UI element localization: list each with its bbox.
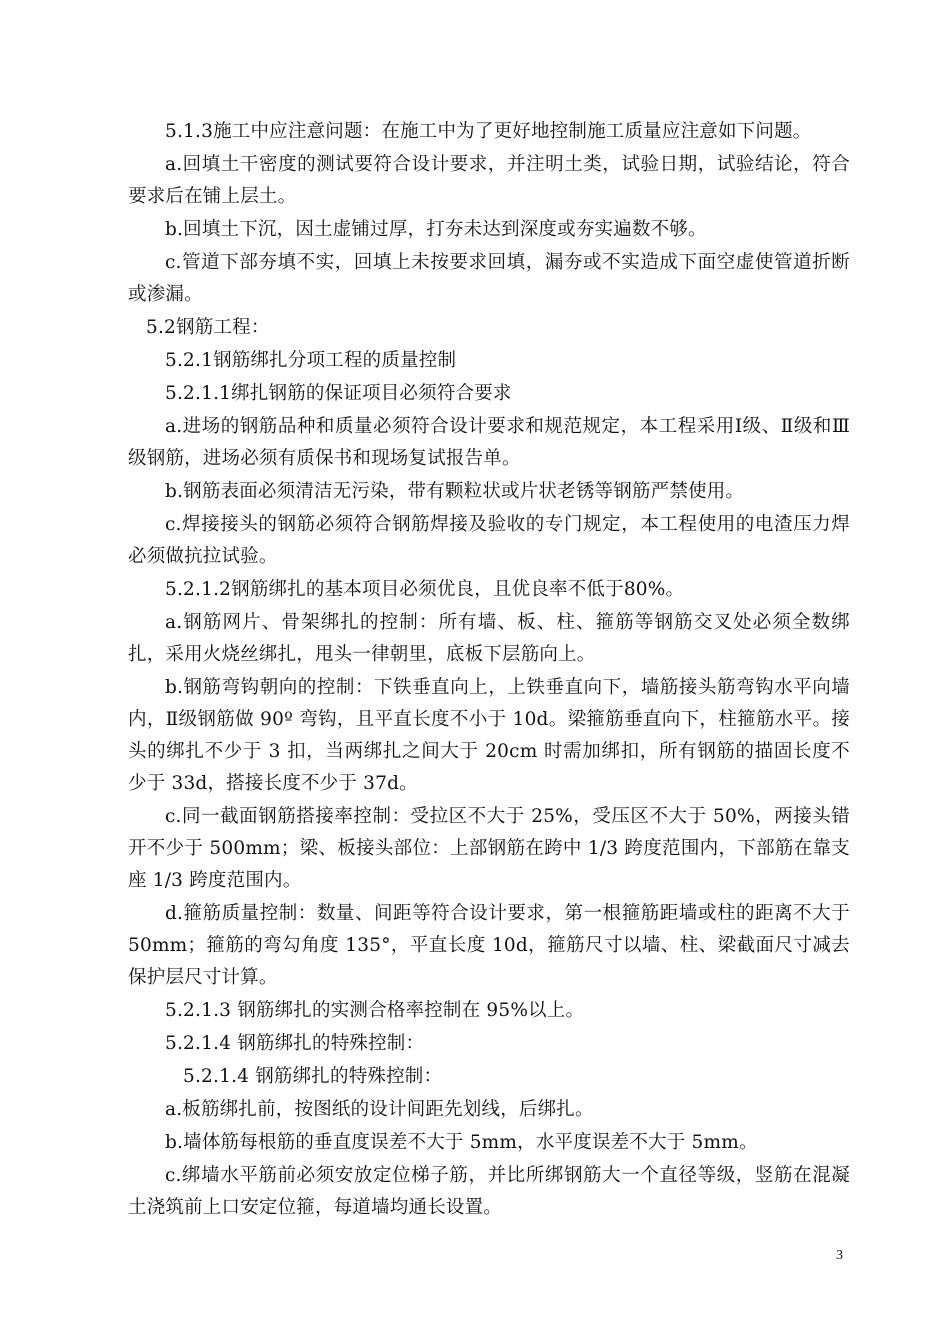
heading-5-2-1-3: 5.2.1.3 钢筋绑扎的实测合格率控制在 95%以上。 — [165, 1000, 585, 1021]
paragraph-5-1-3-a: a.回填土干密度的测试要符合设计要求，并注明土类，试验日期，试验结论，符合要求后在铺上层土。 — [128, 154, 850, 207]
paragraph-5-2-1-1-c: c.焊接接头的钢筋必须符合钢筋焊接及验收的专门规定，本工程使用的电渣压力焊必须做抗拉试验。 — [128, 514, 850, 567]
paragraph-5-2-1-4-b: b.墙体筋每根筋的垂直度误差不大于 5mm，水平度误差不大于 5mm。 — [165, 1132, 758, 1153]
paragraph-5-2-1-2-c: c.同一截面钢筋搭接率控制：受拉区不大于 25%，受压区不大于 50%，两接头错开不少于 500mm；梁、板接头部位：上部钢筋在跨中 1/3 跨度范围内，下部筋在靠支座 1/3 跨度范围内。 — [128, 806, 850, 891]
paragraph-5-2-1-2-a: a.钢筋网片、骨架绑扎的控制：所有墙、板、柱、箍筋等钢筋交叉处必须全数绑扎，采用火烧丝绑扎，甩头一律朝里，底板下层筋向上。 — [128, 612, 850, 665]
paragraph-5-1-3: 5.1.3施工中应注意问题：在施工中为了更好地控制施工质量应注意如下问题。 — [165, 121, 812, 142]
heading-5-2-1: 5.2.1钢筋绑扎分项工程的质量控制 — [165, 350, 457, 371]
paragraph-5-2-1-1-b: b.钢筋表面必须清洁无污染，带有颗粒状或片状老锈等钢筋严禁使用。 — [165, 481, 745, 502]
paragraph-5-1-3-c: c.管道下部夯填不实，回填上未按要求回填，漏夯或不实造成下面空虚使管道折断或渗漏。 — [128, 252, 850, 305]
paragraph-5-1-3-b: b.回填土下沉，因土虚铺过厚，打夯未达到深度或夯实遍数不够。 — [165, 219, 707, 240]
paragraph-5-2-1-1-a: a.进场的钢筋品种和质量必须符合设计要求和规范规定，本工程采用Ⅰ级、Ⅱ级和Ⅲ级钢筋，进场必须有质保书和现场复试报告单。 — [128, 416, 850, 469]
document-body — [128, 116, 850, 1225]
paragraph-5-2-1-4-a: a.板筋绑扎前，按图纸的设计间距先划线，后绑扎。 — [165, 1099, 594, 1120]
page-number: 3 — [836, 1248, 843, 1263]
paragraph-5-2-1-2-b: b.钢筋弯钩朝向的控制：下铁垂直向上，上铁垂直向下，墙筋接头筋弯钩水平向墙内，Ⅱ级钢筋做 90º 弯钩，且平直长度不小于 10d。梁箍筋垂直向下，柱箍筋水平。接头的绑扎不少于 3 扣，当两绑扎之间大于 20cm 时需加绑扣，所有钢筋的描固长度不少于 33d，搭接长度不少于 37d。 — [128, 677, 850, 794]
paragraph-5-2-1-4-c: c.绑墙水平筋前必须安放定位梯子筋，并比所绑钢筋大一个直径等级，竖筋在混凝土浇筑前上口安定位箍，每道墙均通长设置。 — [128, 1165, 850, 1218]
heading-5-2-1-2: 5.2.1.2钢筋绑扎的基本项目必须优良，且优良率不低于80%。 — [165, 579, 685, 600]
heading-5-2-1-4: 5.2.1.4 钢筋绑扎的特殊控制： — [165, 1033, 425, 1054]
paragraph-5-2-1-2-d: d.箍筋质量控制：数量、间距等符合设计要求，第一根箍筋距墙或柱的距离不大于 50mm；箍筋的弯勾角度 135°，平直长度 10d，箍筋尺寸以墙、柱、梁截面尺寸减去保护层尺寸计算。 — [128, 903, 850, 988]
heading-5-2: 5.2钢筋工程： — [146, 317, 270, 338]
heading-5-2-1-1: 5.2.1.1绑扎钢筋的保证项目必须符合要求 — [165, 383, 512, 404]
heading-5-2-1-4-repeat: 5.2.1.4 钢筋绑扎的特殊控制： — [183, 1066, 443, 1087]
